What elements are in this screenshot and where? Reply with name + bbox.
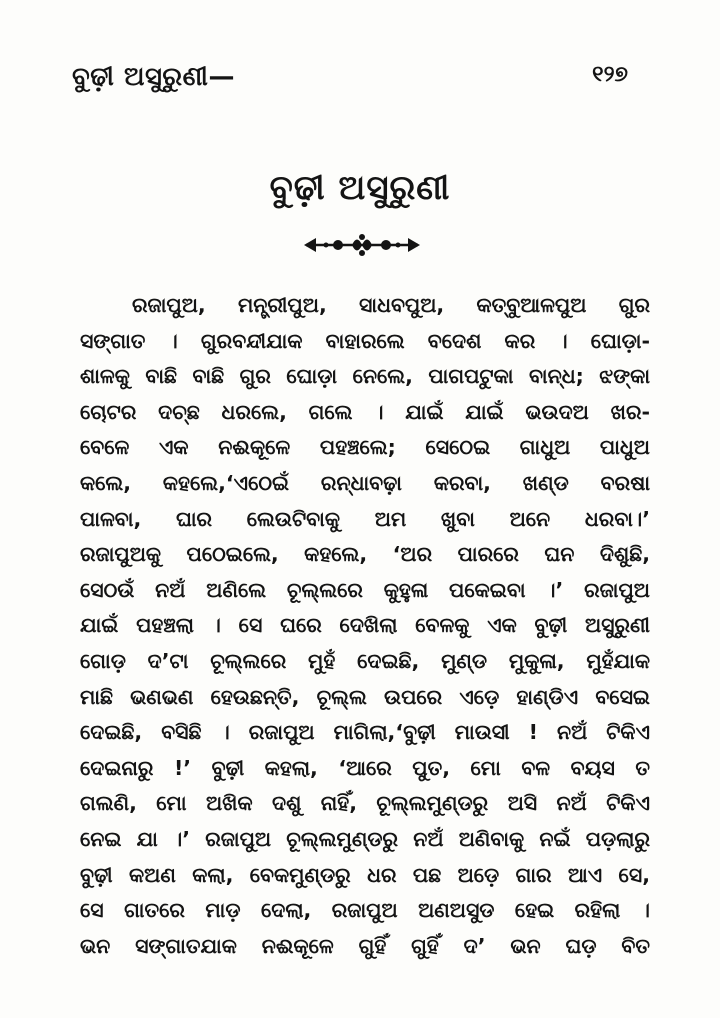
body-text bbox=[80, 288, 650, 964]
text-line: କଲେ, କହଲେ,‘ଏଠେଇଁ ରନ୍ଧାବଢ଼ା କରବା, ଖଣ୍ଡ ବରଷା bbox=[80, 470, 650, 495]
chapter-title: ବୁଢ଼ୀ ଅସୁରୁଣୀ bbox=[269, 168, 451, 208]
text-line: ରଜାପୁଅ, ମନ୍ତ୍ରୀପୁଅ, ସାଧବପୁଅ, କତ୍ବୁଆଳପୁଅ ଗୁର bbox=[132, 293, 650, 317]
text-line: ଭନ ସଙ୍ଗାତଯାକ ନଈକୂଳେ ଗୁହିଁ ଗୁହିଁ ଦ’ ଭନ ଘଡ଼ ବିତ bbox=[80, 933, 650, 958]
text-line: ପାଳବା, ଘାର ଲେଉଟିବାକୁ ଅମ ଖୁବା ଅନେ ଧରବା।’ bbox=[80, 506, 650, 531]
text-line: ଚୋଟର ଦଚ୍ଛ ଧରଲେ, ଗଲେ । ଯାଇଁ ଯାଇଁ ଭଉଦଅ ଖର- bbox=[80, 399, 650, 424]
text-line: ରଜାପୁଅକୁ ପଠେଇଲେ, କହଲେ, ‘ଅର ପାରରେ ଘନ ଦିଶୁଛି, bbox=[80, 542, 650, 567]
text-line: ଦେଇଛି, ବସିଛି । ରଜାପୁଅ ମାଗିଲା,‘ବୁଢ଼ୀ ମାଉସୀ ! ନଅଁ ଟିକିଏ bbox=[80, 720, 650, 745]
title-ornament bbox=[302, 232, 422, 258]
text-line: ମାଛି ଭଣଭଣ ହେଉଛନ୍ତି, ଚୂଲ୍ଲ ଉପରେ ଏଡ଼େ ହାଣ୍ଡିଏ ବସେଇ bbox=[80, 684, 650, 709]
text-line: ସେଠଉଁ ନଅଁ ଅଣିଲେ ଚୂଲ୍ଲରେ କୁହୁଳା ପକେଇବା ।’ ରଜାପୁଅ bbox=[80, 577, 650, 602]
text-line: ସଙ୍ଗାତ । ଗୁରବନ୍ଦୀଯାକ ବାହାରଲେ ବଦେଶ କର । ଘୋଡ଼ା- bbox=[80, 328, 650, 353]
text-line: ବେଳେ ଏକ ନଈକୂଳେ ପହଞ୍ଚଲେ; ସେଠେଇ ଗାଧୁଅ ପାଧୁଅ bbox=[80, 435, 650, 460]
text-line: ଶାଳକୁ ବାଛି ବାଛି ଗୁର ଘୋଡ଼ା ନେଲେ, ପାଗପଟୁକା ବାନ୍ଧ; ଝଙ୍କା bbox=[80, 364, 650, 389]
text-line: ଗଲଣି, ମୋ ଅଖିକ ଦଶୁ ନାହିଁ, ଚୂଲ୍ଲମୁଣ୍ଡରୁ ଅସି ନଅଁ ଟିକିଏ bbox=[80, 791, 650, 816]
text-line: ଯାଇଁ ପହଞ୍ଚଲା । ସେ ଘରେ ଦେଖିଲା ବେଳକୁ ଏକ ବୁଢ଼ୀ ଅସୁରୁଣୀ bbox=[80, 613, 650, 638]
page-number: ୧୨୭ bbox=[592, 62, 628, 87]
text-line: ନେଇ ଯା ।’ ରଜାପୁଅ ଚୂଲ୍ଲମୁଣ୍ଡରୁ ନଅଁ ଅଣିବାକୁ ନଇଁ ପଡ଼ଲାରୁ bbox=[80, 826, 650, 851]
text-line: ଗୋଡ଼ ଦ’ଟା ଚୂଲ୍ଲରେ ମୁହଁ ଦେଇଛି, ମୁଣ୍ଡ ମୁକୁଳା, ମୁହଁଯାକ bbox=[80, 648, 650, 673]
text-line: ବୁଢ଼ୀ କଅଣ କଲା, ବେକମୁଣ୍ଡରୁ ଧର ପଛ ଅଡ଼େ ଗାର ଆଏ ସେ, bbox=[80, 862, 650, 887]
text-line: ଦେଇନାରୁ !’ ବୁଢ଼ୀ କହଲା, ‘ଆରେ ପୁତ, ମୋ ବଳ ବୟସ ତ bbox=[80, 755, 650, 780]
running-head: ବୁଢ଼ୀ ଅସୁରୁଣୀ— bbox=[72, 62, 235, 92]
text-line: ସେ ଗାତରେ ମାଡ଼ ଦେଲା, ରଜାପୁଅ ଅଣଅସୁଡ ହେଇ ରହିଲା । bbox=[80, 898, 650, 923]
